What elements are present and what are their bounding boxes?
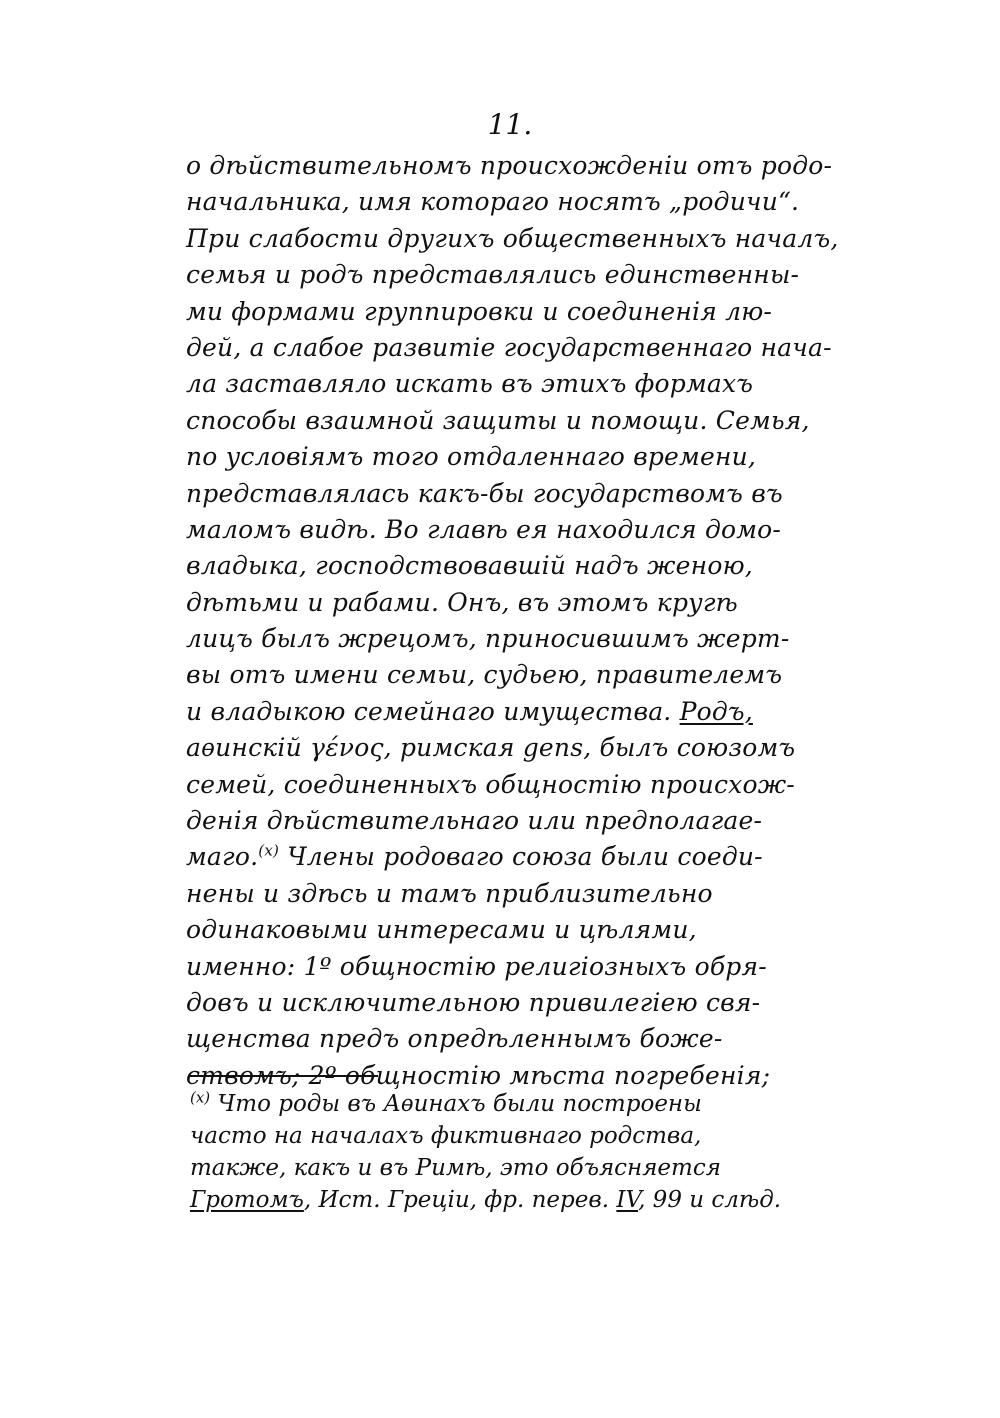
- text-line: ствомъ; 2º общностію мѣста погребенія;: [186, 1060, 771, 1090]
- text-line: лицъ былъ жрецомъ, приносившимъ жерт-: [186, 624, 790, 654]
- text-line: маломъ видѣ. Во главѣ ея находился домо-: [186, 514, 782, 544]
- text-segment: , Ист. Греціи, фр. перев.: [303, 1187, 610, 1213]
- text-line: именно: 1º общностію религіозныхъ обря-: [186, 951, 767, 981]
- text-line: [186, 694, 876, 730]
- underlined-term-rod: Родъ,: [679, 696, 753, 726]
- text-line: аѳинскій γένος, римская gens, былъ союзомъ: [186, 733, 796, 763]
- footnote-line: [190, 1088, 870, 1120]
- text-line: вы отъ имени семьи, судьею, правителемъ: [186, 660, 783, 690]
- text-line: одинаковыми интересами и цѣлями,: [186, 915, 697, 945]
- text-line: щенства предъ опредѣленнымъ боже-: [186, 1024, 723, 1054]
- text-segment: Члены родоваго союза были соеди-: [287, 842, 763, 872]
- text-line: [186, 839, 876, 875]
- text-line: При слабости другихъ общественныхъ началъ,: [186, 223, 839, 253]
- text-line: по условіямъ того отдаленнаго времени,: [186, 442, 757, 472]
- footnote-line: также, какъ и въ Римѣ, это объясняется: [190, 1155, 721, 1181]
- footnote-volume: IV: [616, 1187, 639, 1213]
- text-segment: и владыкою семейнаго имущества.: [186, 696, 672, 726]
- text-line: ла заставляло искать въ этихъ формахъ: [186, 369, 754, 399]
- text-line: представлялась какъ-бы государствомъ въ: [186, 478, 783, 508]
- main-text: [186, 148, 876, 1094]
- text-line: нены и здѣсь и тамъ приблизительно: [186, 878, 713, 908]
- text-line: начальника, имя котораго носятъ „родичи“.: [186, 187, 800, 217]
- footnote-reference: (x): [258, 842, 280, 861]
- text-line: денія дѣйствительнаго или предполагае-: [186, 806, 763, 836]
- text-line: довъ и исключительною привилегіею свя-: [186, 987, 761, 1017]
- footnote-line: часто на началахъ фиктивнаго родства,: [190, 1123, 702, 1149]
- text-line: о дѣйствительномъ происхожденіи отъ родо-: [186, 151, 833, 180]
- footnote-divider: [188, 1075, 378, 1077]
- page-number: 11.: [487, 108, 533, 141]
- text-line: ми формами группировки и соединенія лю-: [186, 296, 773, 326]
- text-segment: Что роды въ Аѳинахъ были построены: [217, 1091, 702, 1117]
- text-line: семья и родъ представлялись единственны-: [186, 260, 800, 290]
- footnote-marker: (x): [190, 1088, 211, 1107]
- text-line: владыка, господствовавшій надъ женою,: [186, 551, 753, 581]
- footnote-author: Гротомъ: [190, 1187, 304, 1213]
- footnote-line: [190, 1184, 870, 1216]
- text-line: дей, а слабое развитіе государственнаго нача-: [186, 332, 832, 362]
- text-segment: маго.: [186, 842, 259, 872]
- footnote: [190, 1088, 870, 1216]
- text-line: способы взаимной защиты и помощи. Семья,: [186, 405, 810, 435]
- text-segment: , 99 и слѣд.: [638, 1187, 782, 1213]
- text-line: дѣтьми и рабами. Онъ, въ этомъ кругѣ: [186, 587, 738, 617]
- text-line: семей, соединенныхъ общностію происхож-: [186, 769, 795, 799]
